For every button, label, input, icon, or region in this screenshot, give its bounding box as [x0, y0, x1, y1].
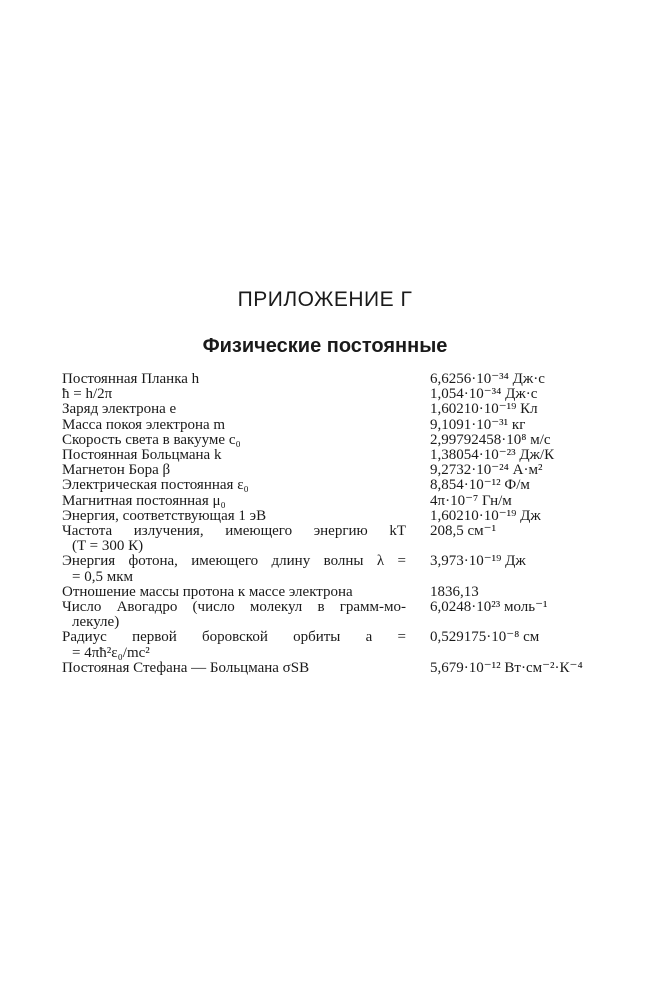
constant-name: ħ = h/2π [62, 386, 113, 403]
constant-name: Число Авогадро (число молекул в грамм-мо- [62, 599, 406, 616]
constant-value: 5,679·10⁻¹² Вт·см⁻²·К⁻⁴ [430, 659, 583, 676]
appendix-title: ПРИЛОЖЕНИЕ Г [237, 288, 413, 311]
constant-name-continuation: (T = 300 К) [72, 538, 144, 555]
constant-value: 1,60210·10⁻¹⁹ Кл [430, 401, 538, 418]
constant-value: 8,854·10⁻¹² Ф/м [430, 477, 530, 494]
constant-value: 9,2732·10⁻²⁴ А·м² [430, 462, 543, 479]
constant-value: 208,5 см⁻¹ [430, 523, 497, 540]
constant-name: Магнитная постоянная μ₀ [62, 492, 226, 509]
constant-value: 1,38054·10⁻²³ Дж/К [430, 447, 555, 464]
constant-name-continuation: лекуле) [72, 614, 120, 631]
table-row [62, 402, 622, 417]
constant-name: Скорость света в вакууме c₀ [62, 431, 241, 448]
constant-name: Постояная Стефана — Больцмана σSB [62, 659, 310, 676]
constant-name: Радиус первой боровской орбиты a = [62, 629, 406, 646]
constant-name: Отношение массы протона к массе электрона [62, 583, 353, 600]
constant-name: Энергия фотона, имеющего длину волны λ = [62, 553, 406, 570]
table-row [62, 661, 622, 676]
table-row [62, 585, 622, 600]
table-row [62, 600, 622, 630]
constant-value: 9,1091·10⁻³¹ кг [430, 416, 526, 433]
constant-name: Частота излучения, имеющего энергию kT [62, 523, 406, 540]
table-row [62, 554, 622, 584]
constant-name: Масса покоя электрона m [62, 416, 226, 433]
constant-value: 2,99792458·10⁸ м/с [430, 431, 551, 448]
table-row [62, 387, 622, 402]
constant-value: 0,529175·10⁻⁸ см [430, 629, 540, 646]
constant-name-continuation: = 0,5 мкм [72, 568, 133, 585]
constant-name: Постоянная Больцмана k [62, 447, 222, 464]
table-row [62, 418, 622, 433]
table-row [62, 448, 622, 463]
table-row [62, 509, 622, 524]
table-row [62, 433, 622, 448]
constants-table [62, 372, 622, 676]
table-row [62, 463, 622, 478]
constant-value: 6,6256·10⁻³⁴ Дж·с [430, 371, 545, 387]
table-row [62, 630, 622, 660]
constant-name: Постоянная Планка h [62, 371, 200, 387]
constant-name: Магнетон Бора β [62, 462, 171, 479]
constant-value: 1836,13 [430, 583, 479, 600]
table-row [62, 494, 622, 509]
constant-value: 1,054·10⁻³⁴ Дж·с [430, 386, 538, 403]
constant-name: Заряд электрона e [62, 401, 177, 418]
constant-value: 3,973·10⁻¹⁹ Дж [430, 553, 526, 570]
table-row [62, 372, 622, 387]
constant-value: 4π·10⁻⁷ Гн/м [430, 492, 512, 509]
constant-name-continuation: = 4πħ²ε₀/mc² [72, 644, 150, 661]
constant-value: 6,0248·10²³ моль⁻¹ [430, 599, 548, 616]
constant-value: 1,60210·10⁻¹⁹ Дж [430, 507, 541, 524]
constant-name: Энергия, соответствующая 1 эВ [62, 507, 267, 524]
table-row [62, 524, 622, 554]
section-title: Физические постоянные [202, 335, 448, 357]
table-row [62, 478, 622, 493]
constant-name: Электрическая постоянная ε₀ [62, 477, 249, 494]
